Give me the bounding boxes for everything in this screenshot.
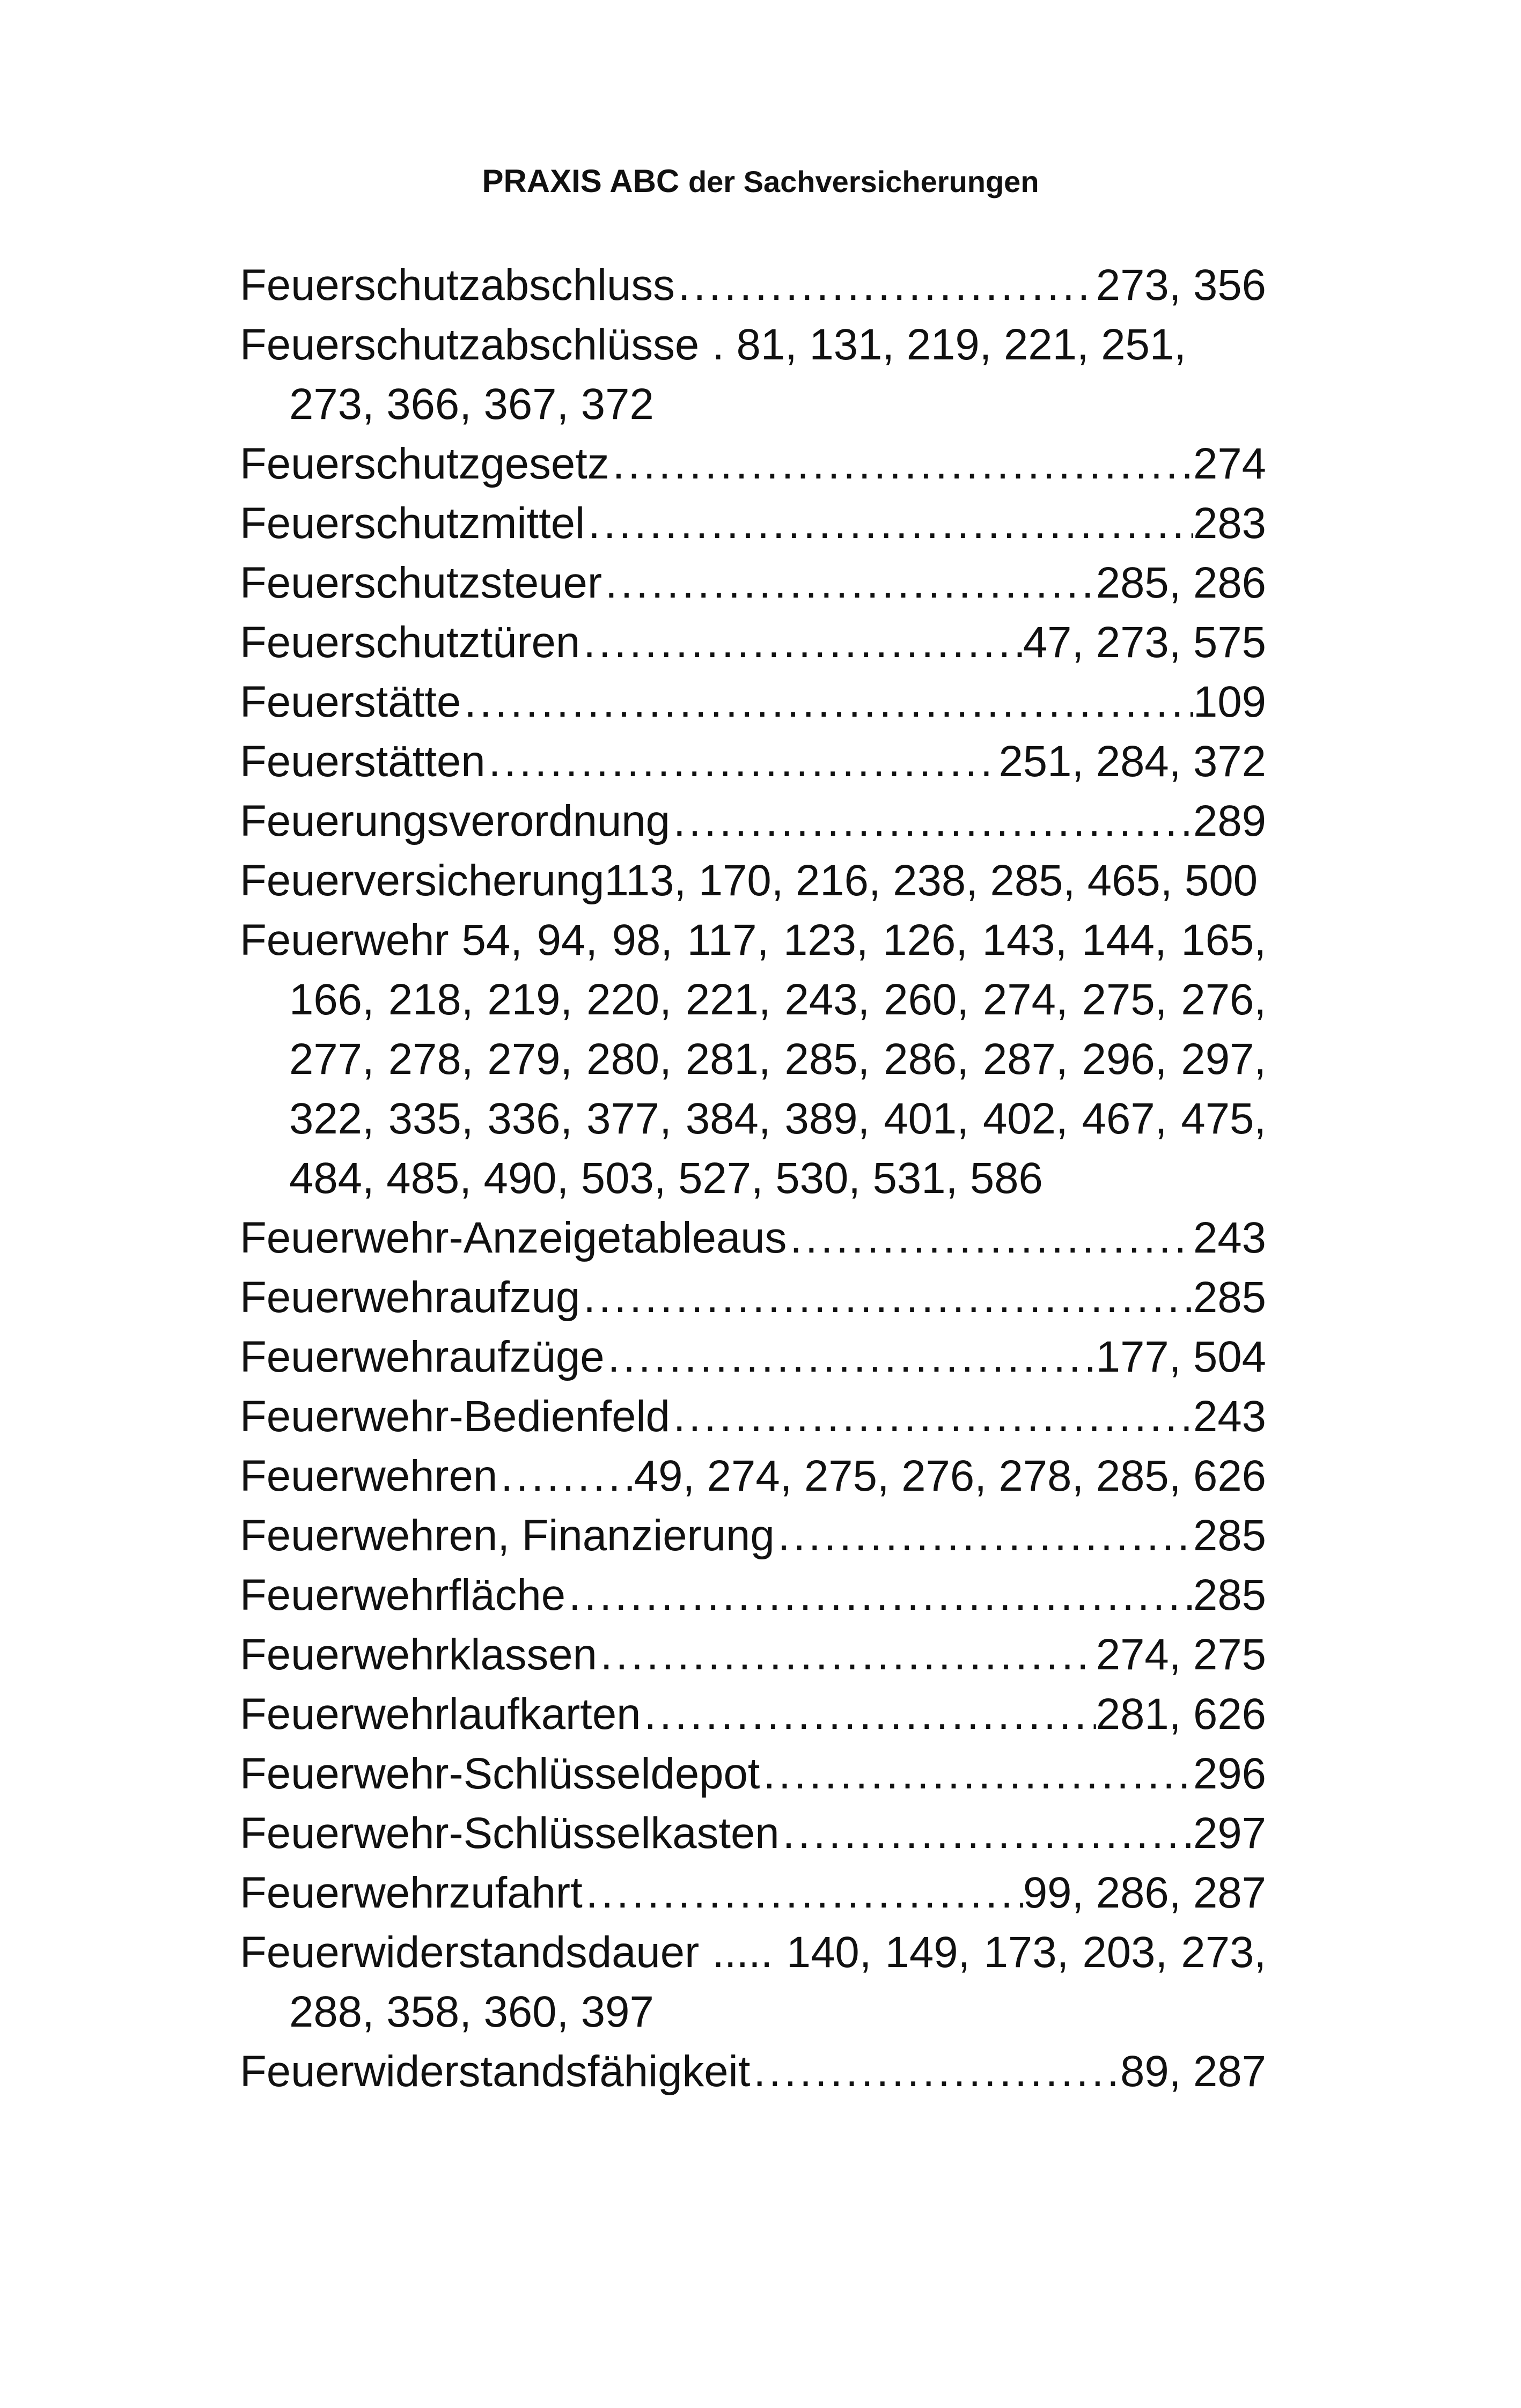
page-references: 99, 286, 287 — [1023, 1868, 1266, 1917]
dot-leader — [461, 672, 1193, 732]
page-references: 113, 170, 216, 238, 285, 465, 500 — [604, 856, 1258, 905]
index-entry — [240, 732, 1266, 791]
index-term: Feuerwehraufzug — [240, 1273, 581, 1322]
index-term: Feuerwehr-Schlüsseldepot — [240, 1749, 760, 1798]
page-references: 47, 273, 575 — [1023, 618, 1266, 667]
page-references: 289 — [1193, 797, 1266, 845]
dot-leader — [670, 1387, 1193, 1446]
index-term: Feuerwehr — [240, 916, 449, 964]
dot-leader — [602, 553, 1096, 613]
index-entry — [240, 2042, 1266, 2101]
index-term: Feuerstätten — [240, 737, 486, 786]
index-term: Feuerschutztüren — [240, 618, 581, 667]
dot-leader — [497, 1446, 634, 1506]
page-references: 285 — [1193, 1571, 1266, 1619]
index-entry — [240, 910, 1266, 1208]
dot-leader — [609, 434, 1193, 494]
index-entry — [240, 1506, 1266, 1565]
page-references: 140, 149, 173, 203, 273, 288, 358, 360, 397 — [289, 1928, 1266, 2036]
dot-leader — [580, 1268, 1193, 1327]
index-entry — [240, 1863, 1266, 1923]
index-entry — [240, 494, 1266, 553]
index-entry — [240, 1446, 1266, 1506]
header-title-rest: der Sachversicherungen — [688, 165, 1039, 198]
index-entry — [240, 553, 1266, 613]
index-term: Feuerwiderstandsfähigkeit — [240, 2047, 751, 2096]
index-term: Feuerwehrfläche — [240, 1571, 566, 1619]
index-term: Feuerschutzabschluss — [240, 261, 675, 310]
dot-leader: . — [712, 320, 737, 369]
page-references: 54, 94, 98, 117, 123, 126, 143, 144, 165, 166, 218, 219, 220, 221, 243, 260, 274, 275, 276, 277, 278, 279, 280, 281, 285, 286, 287, 296, 297, 322, 335, 336, 377, 384, 389, 401, 402, 467, 475, 484, 485, 490, 503, 527, 530, 531, 586 — [289, 916, 1266, 1203]
page-references: 296 — [1193, 1749, 1266, 1798]
index-term: Feuerschutzsteuer — [240, 558, 602, 607]
index-entry — [240, 1744, 1266, 1803]
dot-leader — [580, 613, 1023, 672]
dot-leader — [583, 1863, 1023, 1923]
dot-leader — [750, 2042, 1120, 2101]
index-term: Feuerwehren — [240, 1452, 498, 1500]
page-references: 177, 504 — [1096, 1332, 1266, 1381]
index-entry — [240, 613, 1266, 672]
dot-leader — [787, 1208, 1193, 1268]
page-references: 81, 131, 219, 221, 251, 273, 366, 367, 372 — [289, 320, 1186, 429]
index-term: Feuerversicherung — [240, 856, 605, 905]
page-references: 285 — [1193, 1273, 1266, 1322]
index-entry — [240, 672, 1266, 732]
index-term: Feuerungsverordnung — [240, 797, 670, 845]
index-term: Feuerwehraufzüge — [240, 1332, 605, 1381]
index-term: Feuerwehren, Finanzierung — [240, 1511, 775, 1560]
index-entry — [240, 1268, 1266, 1327]
index-term: Feuerschutzmittel — [240, 499, 585, 548]
page-references: 109 — [1193, 678, 1266, 726]
page-references: 243 — [1193, 1213, 1266, 1262]
dot-leader — [675, 255, 1096, 315]
index-entry — [240, 255, 1266, 315]
index-entry — [240, 1803, 1266, 1863]
index-term: Feuerschutzgesetz — [240, 439, 609, 488]
running-header — [0, 160, 1521, 203]
index-entry — [240, 315, 1266, 434]
index-term: Feuerwehrzufahrt — [240, 1868, 583, 1917]
dot-leader: ..... — [712, 1928, 787, 1977]
index-entry — [240, 1387, 1266, 1446]
index-entry — [240, 1327, 1266, 1387]
dot-leader — [760, 1744, 1193, 1803]
index-term: Feuerwehr-Anzeigetableaus — [240, 1213, 787, 1262]
page-references: 285, 286 — [1096, 558, 1266, 607]
page-references: 243 — [1193, 1392, 1266, 1441]
dot-leader — [775, 1506, 1193, 1565]
header-title-bold: PRAXIS ABC — [482, 163, 680, 199]
page-references: 281, 626 — [1096, 1690, 1266, 1739]
dot-leader — [585, 494, 1193, 553]
page-references: 297 — [1193, 1809, 1266, 1858]
index-term: Feuerwehrklassen — [240, 1630, 597, 1679]
index-entry — [240, 1923, 1266, 2042]
index-term: Feuerstätte — [240, 678, 461, 726]
index-entry — [240, 1565, 1266, 1625]
dot-leader — [670, 791, 1193, 851]
index-entry — [240, 434, 1266, 494]
page-references: 274, 275 — [1096, 1630, 1266, 1679]
index-term: Feuerwehr-Bedienfeld — [240, 1392, 670, 1441]
dot-leader — [565, 1565, 1193, 1625]
dot-leader — [486, 732, 999, 791]
index-term: Feuerschutzabschlüsse — [240, 320, 700, 369]
dot-leader — [780, 1803, 1193, 1863]
index-term: Feuerwehrlaufkarten — [240, 1690, 641, 1739]
index-term: Feuerwiderstandsdauer — [240, 1928, 700, 1977]
page-references: 273, 356 — [1096, 261, 1266, 310]
page-references: 89, 287 — [1120, 2047, 1266, 2096]
index-entry — [240, 1208, 1266, 1268]
page-references: 49, 274, 275, 276, 278, 285, 626 — [634, 1452, 1266, 1500]
index-entry-list — [240, 255, 1266, 2101]
page-references: 251, 284, 372 — [998, 737, 1266, 786]
dot-leader — [597, 1625, 1096, 1684]
page-references: 274 — [1193, 439, 1266, 488]
page-references: 285 — [1193, 1511, 1266, 1560]
dot-leader — [641, 1684, 1096, 1744]
index-term: Feuerwehr-Schlüsselkasten — [240, 1809, 780, 1858]
index-entry — [240, 1684, 1266, 1744]
index-entry — [240, 791, 1266, 851]
index-entry — [240, 851, 1266, 910]
index-entry — [240, 1625, 1266, 1684]
page-references: 283 — [1193, 499, 1266, 548]
dot-leader — [605, 1327, 1096, 1387]
